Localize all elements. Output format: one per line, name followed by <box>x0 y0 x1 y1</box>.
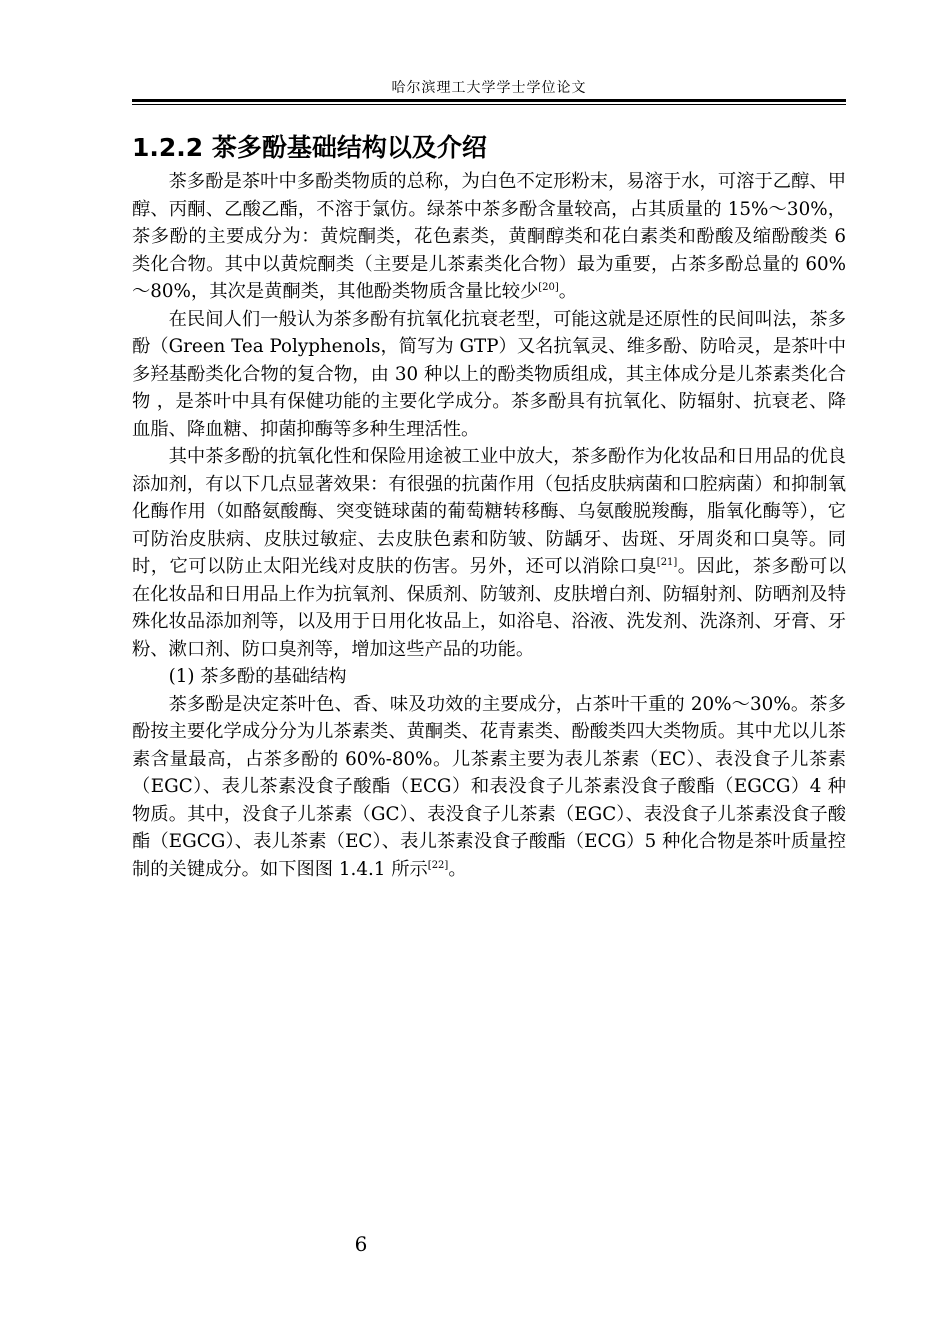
page-body <box>132 128 846 883</box>
paragraph-folk-name <box>132 306 846 444</box>
paragraph-end: 。 <box>558 281 578 302</box>
paragraph-text: 其中茶多酚的抗氧化性和保险用途被工业中放大，茶多酚作为化妆品和日用品的优良添加剂，有以下几点显著效果：有很强的抗菌作用（包括皮肤病菌和口腔病菌）和抑制氧化酶作用（如酪氨酸酶、突变链球菌的葡萄糖转移酶、乌氨酸脱羧酶，脂氧化酶等），它可防治皮肤病、皮肤过敏症、去皮肤色素和防皱、防龋牙、齿斑、牙周炎和口臭等。同时，它可以防止太阳光线对皮肤的伤害。另外，还可以消除口臭 <box>132 446 846 577</box>
section-heading: 1.2.2 茶多酚基础结构以及介绍 <box>132 133 487 162</box>
page-number: 6 <box>354 1232 368 1256</box>
paragraph-structure <box>132 691 846 884</box>
paragraph-composition <box>132 168 846 306</box>
paragraph-text: 茶多酚是茶叶中多酚类物质的总称，为白色不定形粉末，易溶于水，可溶于乙醇、甲醇、丙酮、乙酸乙酯，不溶于氯仿。绿茶中茶多酚含量较高，占其质量的 15%～30%，茶多酚的主要成分为：黄烷酮类，花色素类，黄酮醇类和花白素类和酚酸及缩酚酸类 6 类化合物。其中以黄烷酮类（主要是儿茶素类化合物）最为重要，占茶多酚总量的 60%～80%，其次是黄酮类，其他酚类物质含量比较少 <box>132 171 846 302</box>
subheading-basic-structure <box>132 663 846 691</box>
paragraph-text-continued: 。因此，茶多酚可以在化妆品和日用品上作为抗氧剂、保质剂、防皱剂、皮肤增白剂、防辐射剂、防晒剂及特殊化妆品添加剂等，以及用于日用化妆品上，如浴皂、浴液、洗发剂、洗涤剂、牙膏、牙粉、漱口剂、防口臭剂等，增加这些产品的功能。 <box>132 556 847 660</box>
header-rule-thick <box>132 99 846 102</box>
paragraph-end: 。 <box>448 858 467 880</box>
subheading-text: (1) 茶多酚的基础结构 <box>168 666 347 687</box>
paragraph-text: 茶多酚是决定茶叶色、香、味及功效的主要成分，占茶叶干重的 20%～30%。茶多酚按主要化学成分分为儿茶素类、黄酮类、花青素类、酚酸类四大类物质。其中尤以儿茶素含量最高，占茶多酚的 60%-80%。儿茶素主要为表儿茶素（EC）、表没食子儿茶素（EGC）、表儿茶素没食子酸酯（ECG）和表没食子儿茶素没食子酸酯（EGCG）4 种物质。其中，没食子儿茶素（GC）、表没食子儿茶素（EGC）、表没食子儿茶素没食子酸酯（EGCG）、表儿茶素（EC）、表儿茶素没食子酸酯（ECG）5 种化合物是茶叶质量控制的关键成分。如下图图 1.4.1 所示 <box>132 693 846 880</box>
paragraph-text: 在民间人们一般认为茶多酚有抗氧化抗衰老型，可能这就是还原性的民间叫法，茶多酚（Green Tea Polyphenols，简写为 GTP）又名抗氧灵、维多酚、防哈灵，是茶叶中多羟基酚类化合物的复合物，由 30 种以上的酚类物质组成，其主体成分是儿茶素类化合物 ，是茶叶中具有保健功能的主要化学成分。茶多酚具有抗氧化、防辐射、抗衰老、降血脂、降血糖、抑菌抑酶等多种生理活性。 <box>132 308 846 440</box>
citation-ref: [21] <box>656 556 678 568</box>
citation-ref: [22] <box>427 859 449 871</box>
running-header: 哈尔滨理工大学学士学位论文 <box>391 80 587 96</box>
paragraph-applications <box>132 443 846 663</box>
citation-ref: [20] <box>538 281 559 293</box>
header-rule-thin <box>132 104 846 105</box>
